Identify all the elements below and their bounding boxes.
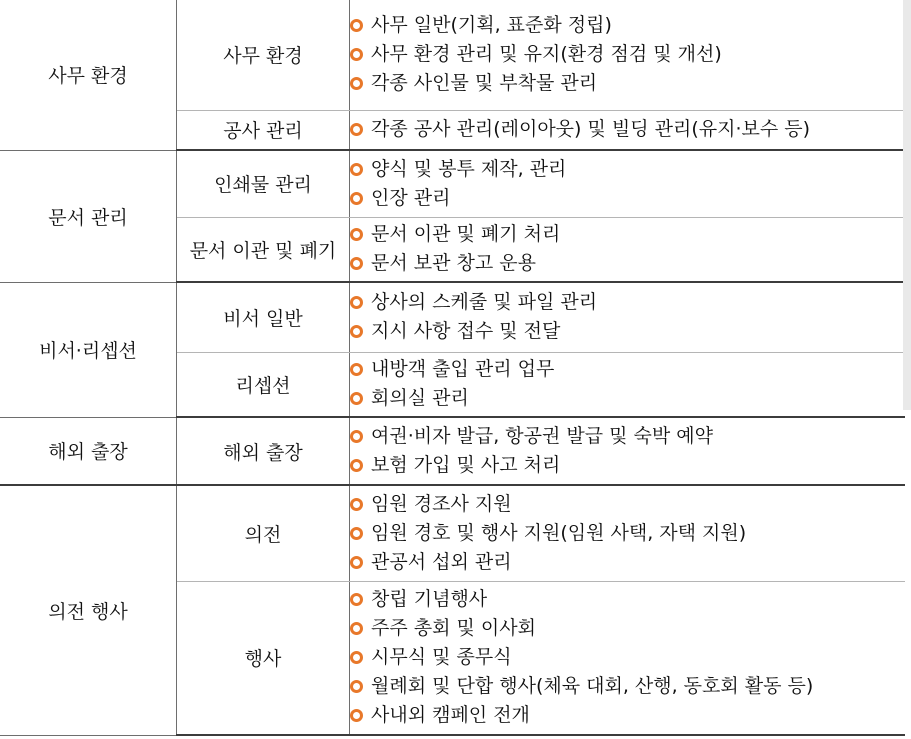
item-list (350, 422, 905, 480)
list-item (350, 155, 905, 184)
item-text: 창립 기념행사 (371, 588, 488, 611)
items-cell (350, 150, 906, 217)
subcategory-label: 해외 출장 (223, 441, 303, 464)
bullet-icon (350, 651, 363, 664)
bullet-icon (350, 430, 363, 443)
bullet-icon (350, 257, 363, 270)
subcategory-label: 문서 이관 및 폐기 (189, 239, 337, 262)
bullet-icon (350, 228, 363, 241)
bullet-icon (350, 325, 363, 338)
bullet-icon (350, 296, 363, 309)
item-text: 관공서 섭외 관리 (371, 550, 512, 573)
bullet-icon (350, 19, 363, 32)
category-cell (0, 282, 177, 417)
bullet-icon (350, 709, 363, 722)
subcategory-cell (177, 581, 350, 735)
bullet-icon (350, 77, 363, 90)
items-cell (350, 217, 906, 282)
subcategory-cell (177, 0, 350, 110)
bullet-icon (350, 498, 363, 511)
list-item (350, 585, 905, 614)
items-cell (350, 110, 906, 150)
item-text: 인장 관리 (371, 186, 451, 209)
list-item (350, 184, 905, 213)
category-cell (0, 485, 177, 735)
item-list (350, 585, 905, 730)
list-item (350, 548, 905, 577)
list-item (350, 288, 905, 317)
item-text: 문서 이관 및 폐기 처리 (371, 223, 561, 246)
bullet-icon (350, 459, 363, 472)
subcategory-label: 인쇄물 관리 (214, 174, 312, 197)
subcategory-cell (177, 417, 350, 485)
category-label: 해외 출장 (48, 441, 128, 464)
category-label: 비서·리셉션 (39, 340, 137, 362)
bullet-icon (350, 593, 363, 606)
table-row (0, 485, 905, 581)
bullet-icon (350, 680, 363, 693)
item-list (350, 220, 905, 278)
table-row (0, 150, 905, 217)
subcategory-label: 의전 (244, 523, 282, 546)
subcategory-cell (177, 110, 350, 150)
item-text: 지시 사항 접수 및 전달 (371, 320, 561, 343)
subcategory-cell (177, 150, 350, 217)
list-item (350, 451, 905, 480)
list-item (350, 643, 905, 672)
page-edge-shadow (903, 0, 911, 410)
item-text: 각종 공사 관리(레이아웃) 및 빌딩 관리(유지·보수 등) (371, 118, 811, 141)
item-text: 사무 환경 관리 및 유지(환경 점검 및 개선) (371, 43, 722, 66)
item-text: 임원 경호 및 행사 지원(임원 사택, 자택 지원) (371, 521, 747, 544)
bullet-icon (350, 363, 363, 376)
bullet-icon (350, 48, 363, 61)
items-cell (350, 282, 906, 352)
subcategory-cell (177, 352, 350, 417)
items-cell (350, 352, 906, 417)
list-item (350, 355, 905, 384)
category-cell (0, 150, 177, 282)
subcategory-label: 비서 일반 (223, 307, 303, 330)
item-text: 보험 가입 및 사고 처리 (371, 454, 561, 476)
item-text: 각종 사인물 및 부착물 관리 (371, 72, 598, 95)
list-item (350, 490, 905, 519)
item-text: 양식 및 봉투 제작, 관리 (371, 157, 567, 180)
item-text: 회의실 관리 (371, 387, 469, 410)
table-row (0, 0, 905, 110)
item-list (350, 115, 905, 144)
list-item (350, 249, 905, 278)
item-list (350, 288, 905, 346)
bullet-icon (350, 556, 363, 569)
item-text: 문서 보관 창고 운용 (371, 252, 536, 275)
category-label: 사무 환경 (48, 65, 128, 88)
list-item (350, 519, 905, 548)
subcategory-label: 사무 환경 (223, 45, 303, 68)
list-item (350, 422, 905, 451)
item-text: 시무식 및 종무식 (371, 646, 512, 669)
list-item (350, 317, 905, 346)
list-item (350, 384, 905, 413)
items-cell (350, 417, 906, 485)
bullet-icon (350, 527, 363, 540)
subcategory-cell (177, 485, 350, 581)
subcategory-cell (177, 282, 350, 352)
item-text: 내방객 출입 관리 업무 (371, 358, 555, 381)
bullet-icon (350, 192, 363, 205)
bullet-icon (350, 163, 363, 176)
subcategory-label: 공사 관리 (223, 120, 303, 143)
list-item (350, 701, 905, 730)
table-row (0, 282, 905, 352)
items-cell (350, 581, 906, 735)
item-list (350, 490, 905, 577)
bullet-icon (350, 392, 363, 405)
item-text: 주주 총회 및 이사회 (371, 617, 536, 640)
items-cell (350, 485, 906, 581)
bullet-icon (350, 123, 363, 136)
item-list (350, 11, 905, 98)
item-list (350, 155, 905, 213)
list-item (350, 614, 905, 643)
item-text: 상사의 스케줄 및 파일 관리 (371, 291, 598, 314)
subcategory-label: 행사 (244, 648, 282, 671)
list-item (350, 11, 905, 40)
item-text: 사내외 캠페인 전개 (371, 704, 530, 727)
subcategory-cell (177, 217, 350, 282)
category-cell (0, 0, 177, 150)
category-label: 의전 행사 (48, 600, 128, 623)
list-item (350, 220, 905, 249)
item-text: 월례회 및 단합 행사(체육 대회, 산행, 동호회 활동 등) (371, 675, 814, 698)
list-item (350, 40, 905, 69)
bullet-icon (350, 622, 363, 635)
category-label: 문서 관리 (48, 206, 128, 229)
list-item (350, 69, 905, 98)
items-cell (350, 0, 906, 110)
item-text: 여권·비자 발급, 항공권 발급 및 숙박 예약 (371, 425, 713, 447)
table-row (0, 417, 905, 485)
category-cell (0, 417, 177, 485)
list-item (350, 115, 905, 144)
item-list (350, 355, 905, 413)
list-item (350, 672, 905, 701)
item-text: 임원 경조사 지원 (371, 492, 512, 515)
subcategory-label: 리셉션 (235, 374, 291, 397)
item-text: 사무 일반(기획, 표준화 정립) (371, 14, 612, 37)
